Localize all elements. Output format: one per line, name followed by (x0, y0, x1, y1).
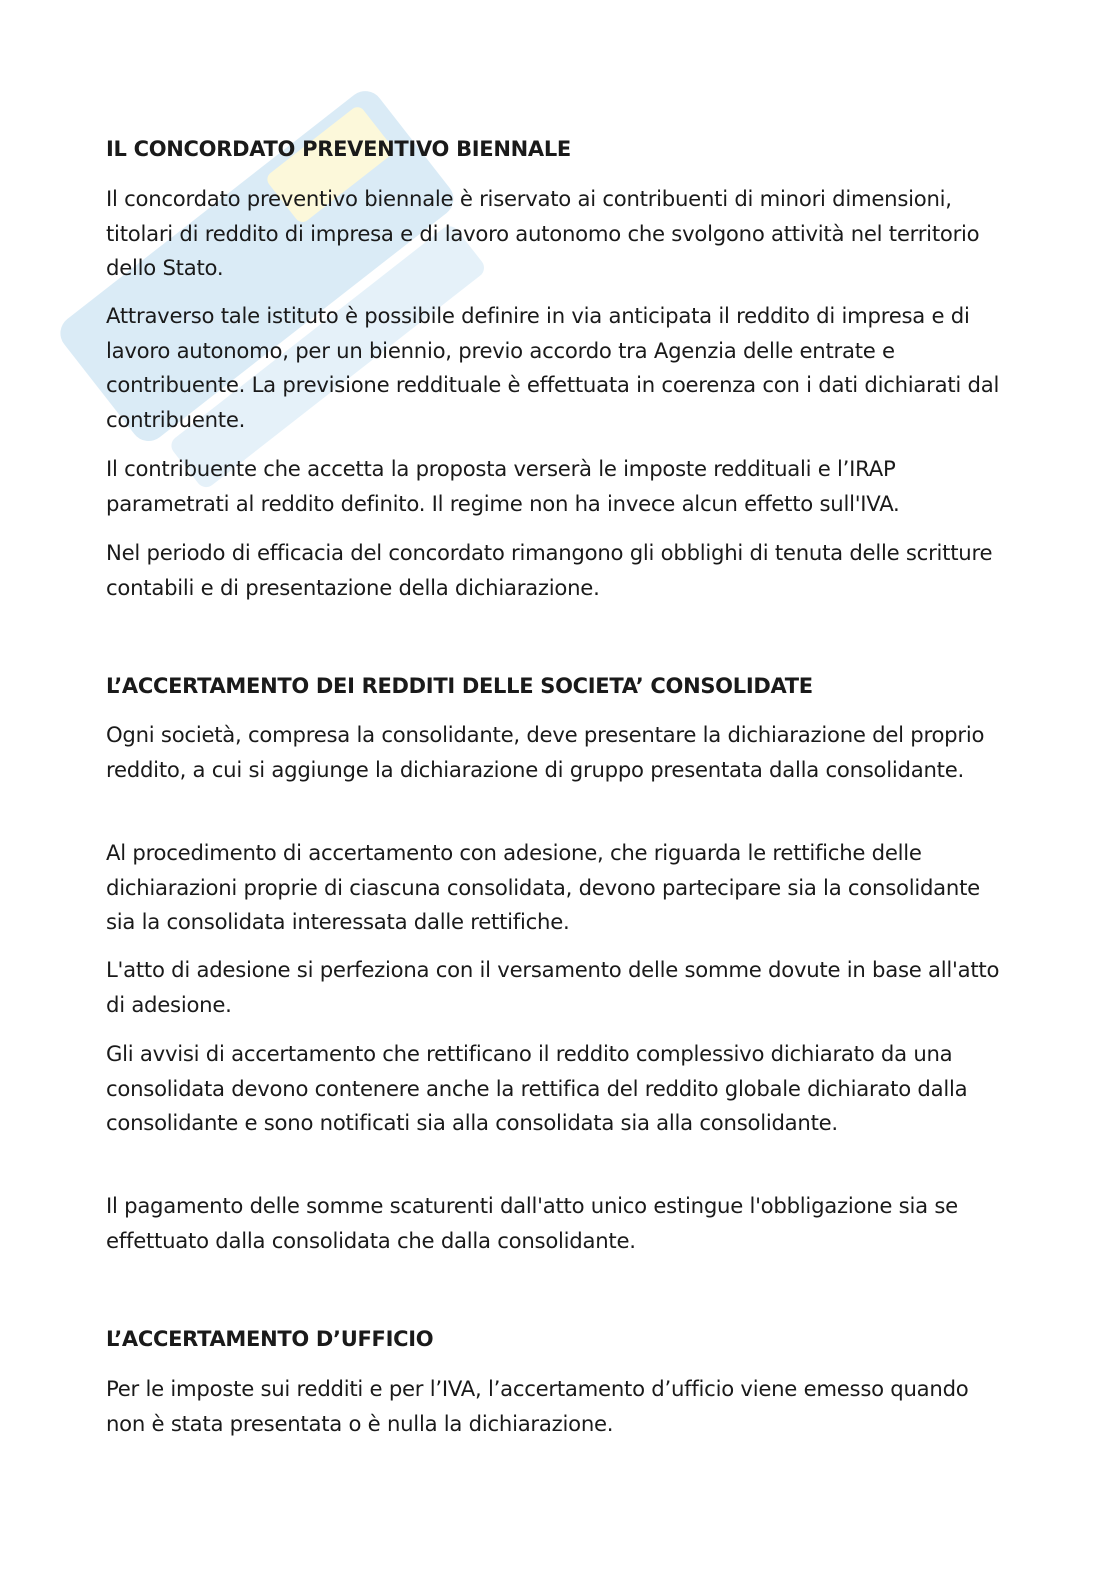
paragraph: Il pagamento delle somme scaturenti dall'atto unico estingue l'obbligazione sia se effettuato dalla consolidata che dalla consolidante. (106, 1193, 958, 1253)
paragraph: Il concordato preventivo biennale è riservato ai contribuenti di minori dimensioni, titolari di reddito di impresa e di lavoro autonomo che svolgono attività nel territorio dello Stato. (106, 186, 980, 280)
section-heading: L’ACCERTAMENTO D’UFFICIO (106, 1327, 434, 1351)
paragraph: L'atto di adesione si perfeziona con il versamento delle somme dovute in base all'atto di adesione. (106, 957, 1000, 1017)
paragraph: Il contribuente che accetta la proposta verserà le imposte reddituali e l’IRAP parametrati al reddito definito. Il regime non ha invece alcun effetto sull'IVA. (106, 456, 900, 516)
paragraph: Al procedimento di accertamento con adesione, che riguarda le rettifiche delle dichiarazioni proprie di ciascuna consolidata, devono partecipare sia la consolidante sia la consolidata interessata dalle rettifiche. (106, 840, 980, 934)
section-heading: IL CONCORDATO PREVENTIVO BIENNALE (106, 137, 571, 161)
paragraph: Gli avvisi di accertamento che rettificano il reddito complessivo dichiarato da una consolidata devono contenere anche la rettifica del reddito globale dichiarato dalla consolidante e sono notificati sia alla consolidata sia alla consolidante. (106, 1041, 968, 1135)
paragraph: Ogni società, compresa la consolidante, deve presentare la dichiarazione del proprio reddito, a cui si aggiunge la dichiarazione di gruppo presentata dalla consolidante. (106, 722, 985, 782)
section-heading: L’ACCERTAMENTO DEI REDDITI DELLE SOCIETA’ CONSOLIDATE (106, 674, 813, 698)
paragraph: Nel periodo di efficacia del concordato rimangono gli obblighi di tenuta delle scritture contabili e di presentazione della dichiarazione. (106, 540, 993, 600)
paragraph: Per le imposte sui redditi e per l’IVA, l’accertamento d’ufficio viene emesso quando non è stata presentata o è nulla la dichiarazione. (106, 1376, 969, 1436)
paragraph: Attraverso tale istituto è possibile definire in via anticipata il reddito di impresa e di lavoro autonomo, per un biennio, previo accordo tra Agenzia delle entrate e contribuente. La previsione reddituale è effettuata in coerenza con i dati dichiarati dal contribuente. (106, 303, 1000, 432)
